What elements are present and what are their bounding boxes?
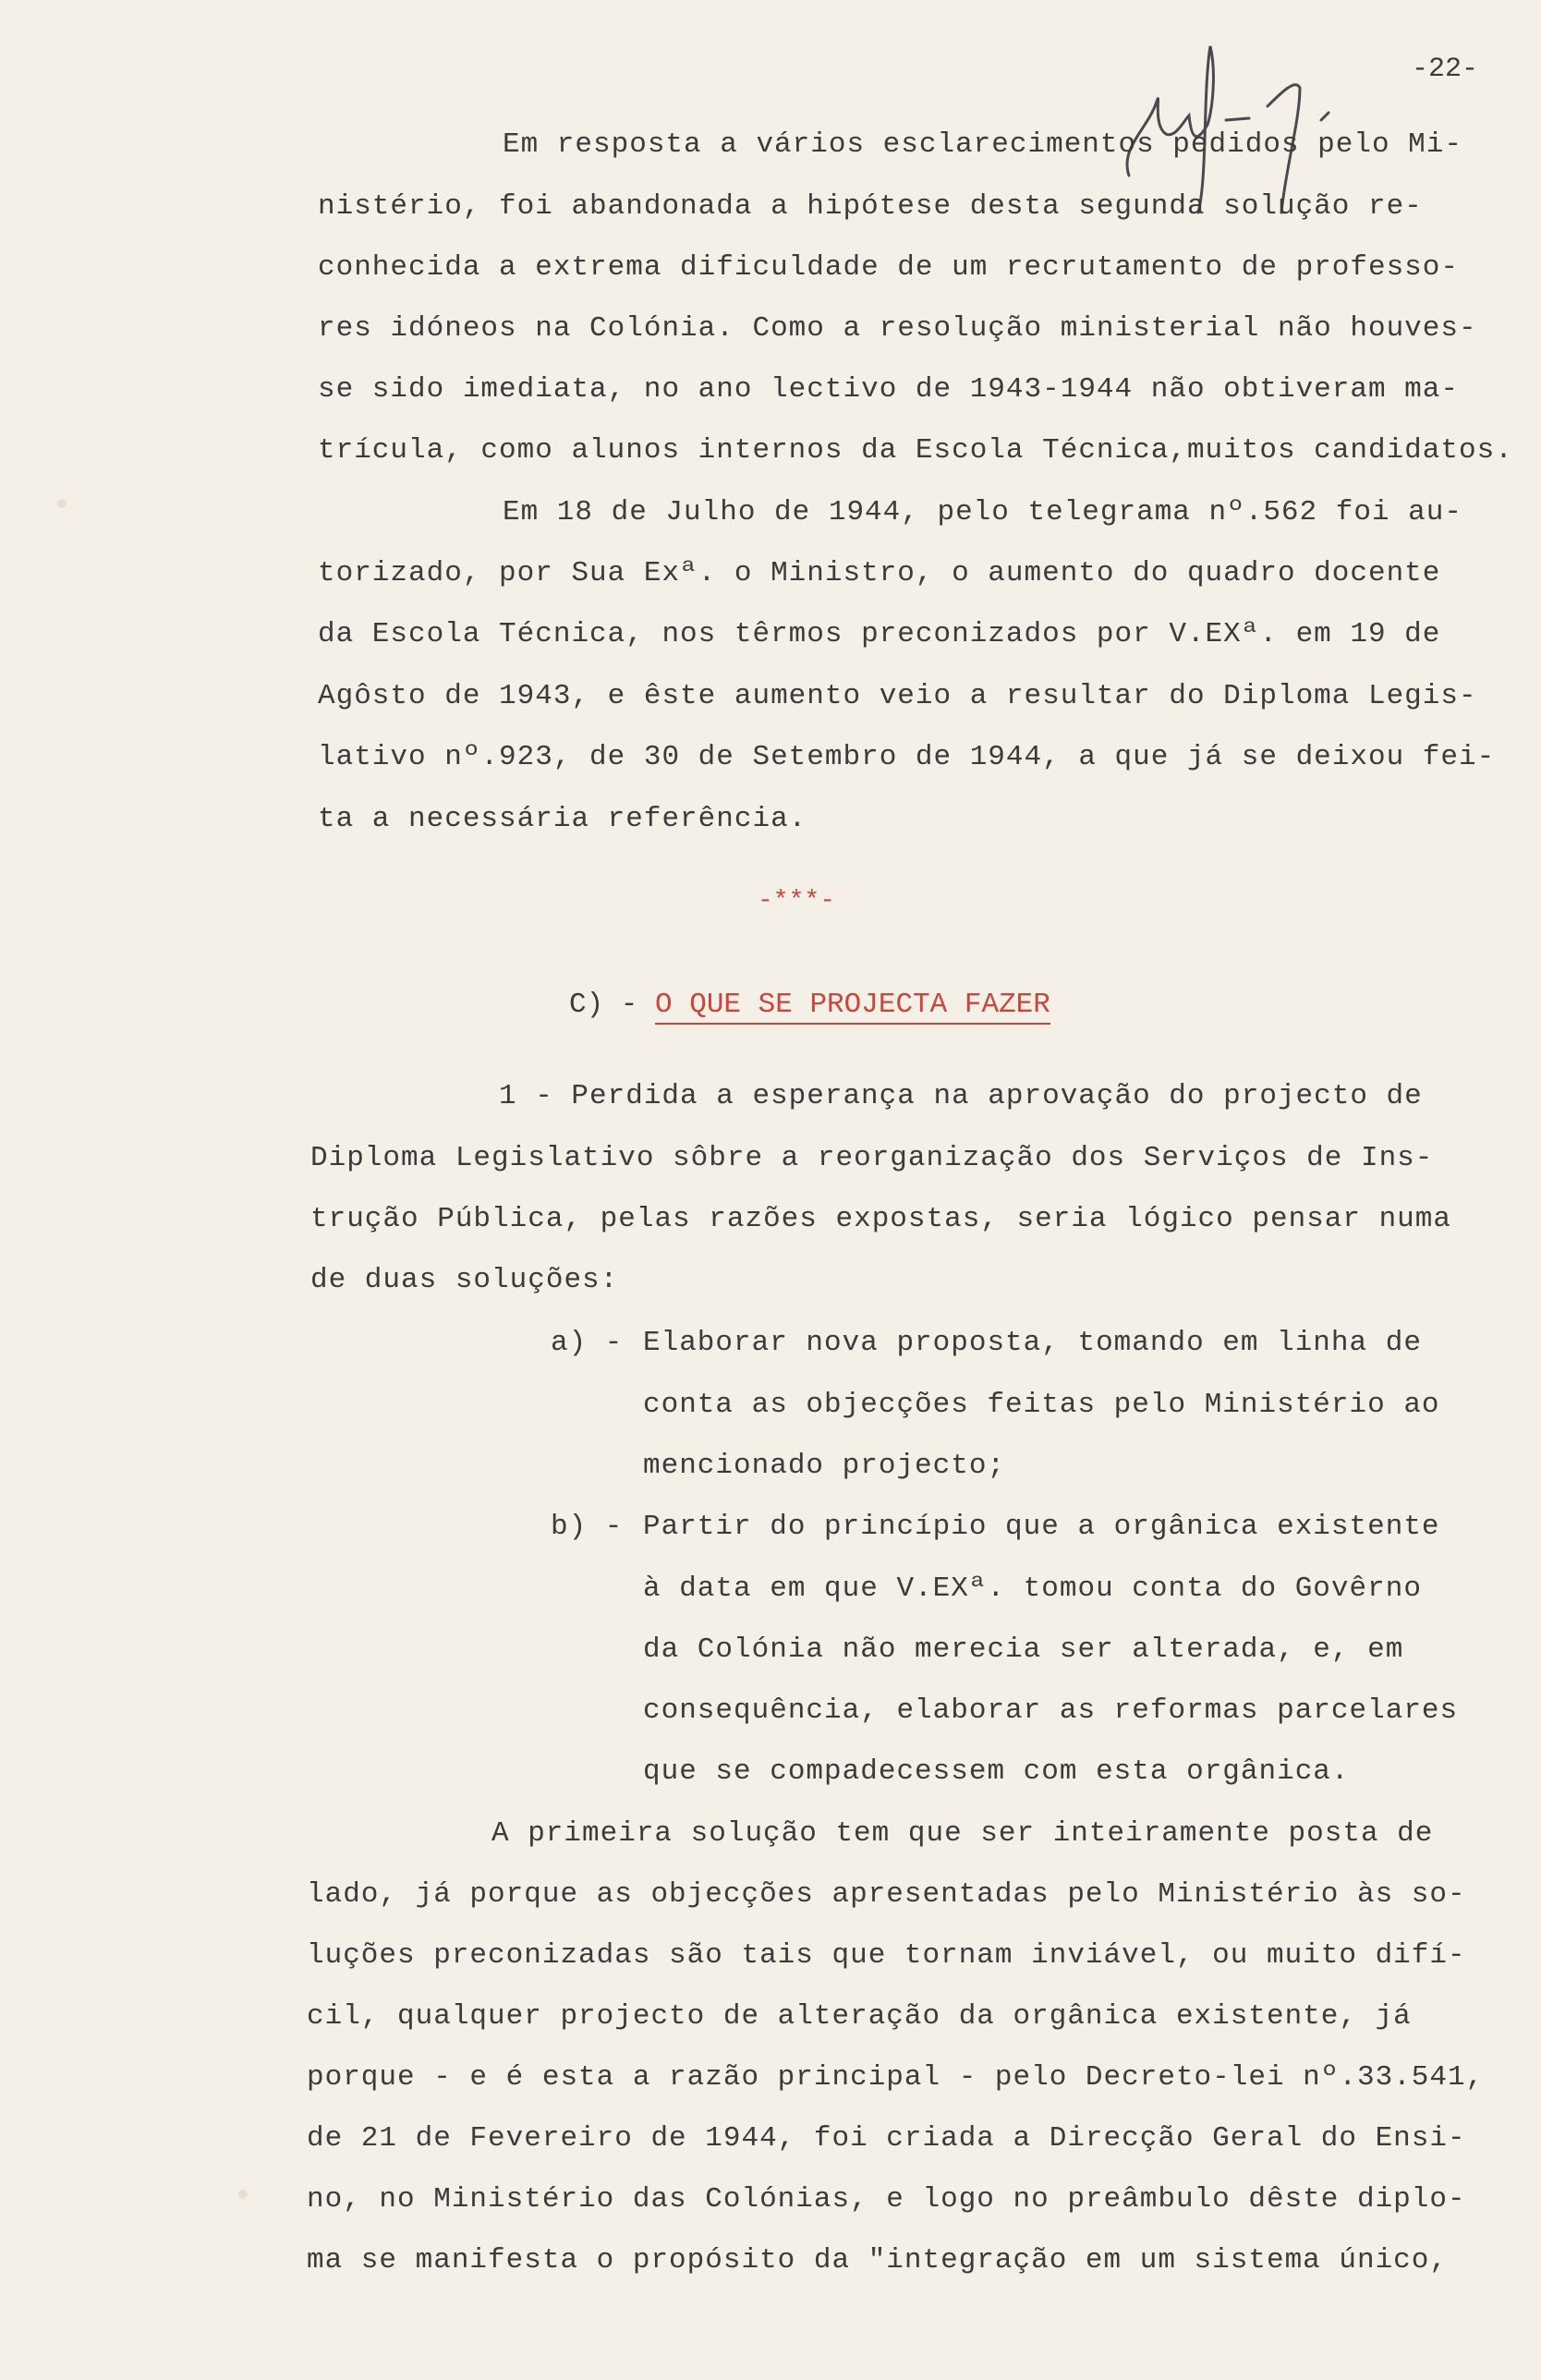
option-marker-b: b) - <box>551 1511 624 1543</box>
option-line: consequência, elaborar as reformas parcelares <box>643 1694 1459 1727</box>
section-heading-prefix: C) - <box>569 989 656 1021</box>
section-separator: -***- <box>758 887 836 916</box>
text-line: nistério, foi abandonada a hipótese desta segunda solução re- <box>318 190 1423 223</box>
paper-speck <box>57 499 67 508</box>
text-line: no, no Ministério das Colónias, e logo no preâmbulo dêste diplo- <box>307 2183 1466 2216</box>
option-line: mencionado projecto; <box>643 1450 1006 1482</box>
option-line: que se compadecessem com esta orgânica. <box>643 1755 1350 1788</box>
section-heading-title: O QUE SE PROJECTA FAZER <box>655 989 1050 1025</box>
option-line: conta as objecções feitas pelo Ministério ao <box>643 1389 1440 1421</box>
text-line: conhecida a extrema dificuldade de um recrutamento de professo- <box>318 251 1459 284</box>
option-marker-a: a) - <box>551 1327 624 1359</box>
text-line: lado, já porque as objecções apresentadas pelo Ministério às so- <box>307 1878 1466 1911</box>
text-line: luções preconizadas são tais que tornam inviável, ou muito difí- <box>307 1939 1466 1972</box>
text-line: de duas soluções: <box>310 1264 619 1296</box>
text-line: Agôsto de 1943, e êste aumento veio a resultar do Diploma Legis- <box>318 680 1477 712</box>
text-line: ma se manifesta o propósito da "integração em um sistema único, <box>307 2244 1448 2277</box>
text-line: da Escola Técnica, nos têrmos preconizados por V.EXª. em 19 de <box>318 618 1441 650</box>
text-line: trução Pública, pelas razões expostas, seria lógico pensar numa <box>310 1203 1451 1235</box>
text-line: se sido imediata, no ano lectivo de 1943-1944 não obtiveram ma- <box>318 373 1459 406</box>
text-line: res idóneos na Colónia. Como a resolução ministerial não houves- <box>318 312 1477 345</box>
text-line: porque - e é esta a razão principal - pelo Decreto-lei nº.33.541, <box>307 2061 1485 2094</box>
text-line: Diploma Legislativo sôbre a reorganização dos Serviços de Ins- <box>310 1142 1434 1174</box>
option-line: Elaborar nova proposta, tomando em linha de <box>643 1327 1422 1359</box>
text-line: cil, qualquer projecto de alteração da orgânica existente, já <box>307 2000 1412 2033</box>
option-line: Partir do princípio que a orgânica existente <box>643 1511 1440 1543</box>
option-line: à data em que V.EXª. tomou conta do Govêrno <box>643 1572 1422 1605</box>
text-line: ta a necessária referência. <box>318 803 807 835</box>
text-line: 1 - Perdida a esperança na aprovação do projecto de <box>499 1080 1423 1112</box>
text-line: Em 18 de Julho de 1944, pelo telegrama nº.562 foi au- <box>503 496 1462 528</box>
text-line: Em resposta a vários esclarecimentos pedidos pelo Mi- <box>503 128 1462 161</box>
text-line: A primeira solução tem que ser inteiramente posta de <box>491 1817 1434 1850</box>
text-line: trícula, como alunos internos da Escola Técnica,muitos candidatos. <box>318 434 1513 467</box>
paper-speck <box>238 2190 248 2199</box>
text-line: de 21 de Fevereiro de 1944, foi criada a Direcção Geral do Ensi- <box>307 2122 1466 2155</box>
page-number: -22- <box>1412 54 1479 85</box>
option-line: da Colónia não merecia ser alterada, e, em <box>643 1633 1404 1666</box>
text-line: torizado, por Sua Exª. o Ministro, o aumento do quadro docente <box>318 557 1441 589</box>
section-heading <box>569 989 1050 1021</box>
text-line: lativo nº.923, de 30 de Setembro de 1944, a que já se deixou fei- <box>318 741 1496 773</box>
